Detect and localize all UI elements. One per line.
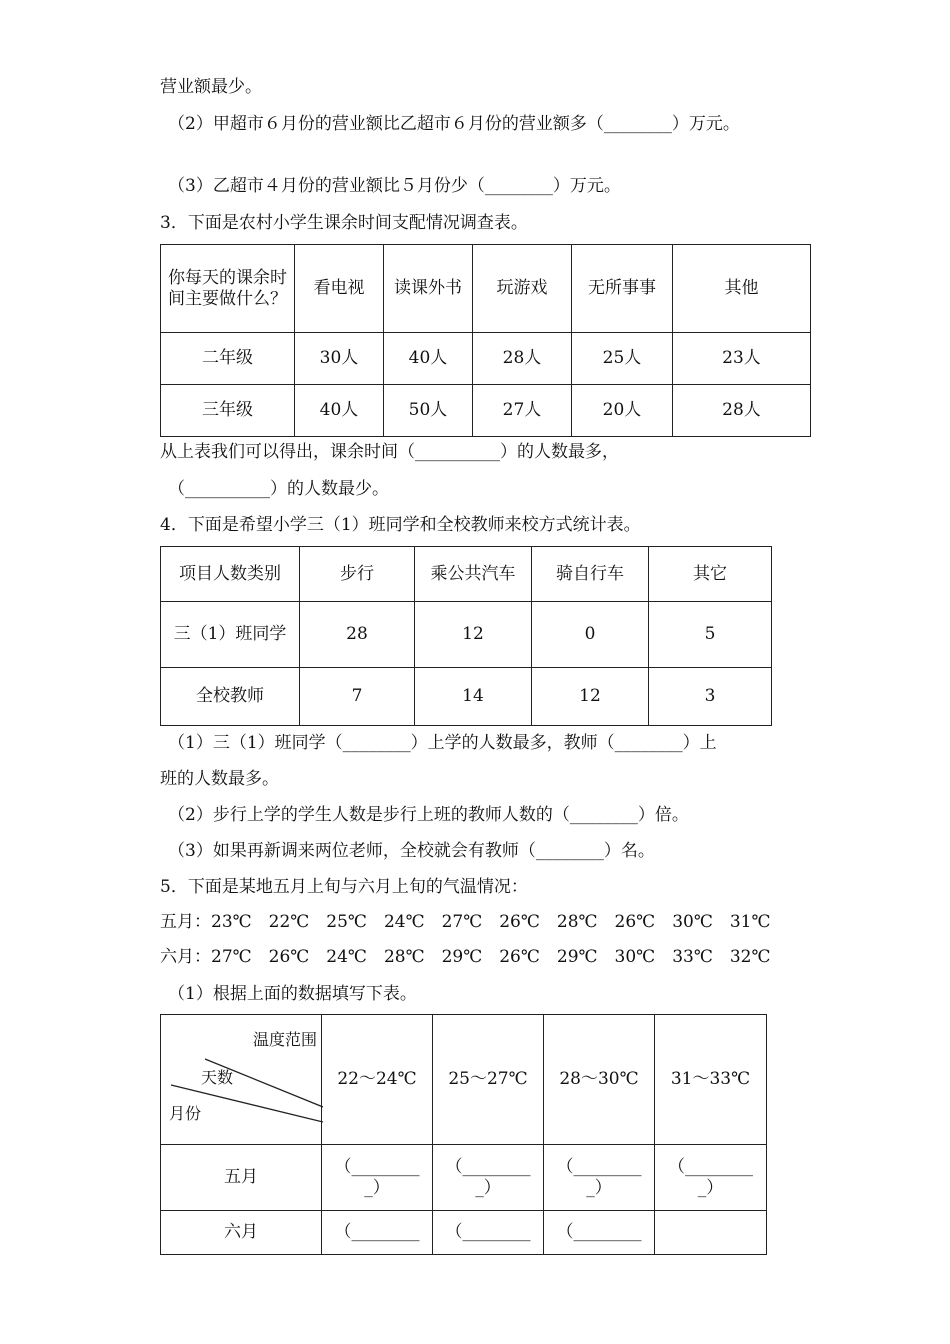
- table-cell: 六月: [161, 1211, 322, 1255]
- table-cell: （________ _）: [322, 1145, 433, 1211]
- table-cell: 28: [300, 602, 415, 668]
- diagonal-header-cell: [161, 1015, 322, 1145]
- question-3-answer-b: （__________）的人数最少。: [168, 479, 389, 499]
- table-header-cell: 25～27℃: [433, 1015, 544, 1145]
- text-line-1: 营业额最少。: [160, 77, 262, 97]
- table-header-cell: 步行: [300, 547, 415, 602]
- table-header-cell: 其他: [673, 245, 811, 333]
- table-cell: （________ _）: [433, 1145, 544, 1211]
- table-header-cell: 读课外书: [384, 245, 473, 333]
- question-2-3: （3）乙超市４月份的营业额比５月份少（________）万元。: [168, 176, 621, 196]
- table-cell: （________ _）: [655, 1145, 767, 1211]
- question-4-1a: （1）三（1）班同学（________）上学的人数最多，教师（________）上: [168, 733, 717, 753]
- table-cell: 二年级: [161, 333, 295, 385]
- table-header-cell: 骑自行车: [532, 547, 649, 602]
- question-3-title: 3．下面是农村小学生课余时间支配情况调查表。: [160, 213, 528, 233]
- table-cell: 12: [532, 668, 649, 726]
- table-header-cell: 你每天的课余时间主要做什么？: [161, 245, 295, 333]
- question-4-2: （2）步行上学的学生人数是步行上班的教师人数的（________）倍。: [168, 805, 689, 825]
- table-header-cell: 玩游戏: [473, 245, 572, 333]
- table-header-cell: 22～24℃: [322, 1015, 433, 1145]
- temperature-table: [160, 1014, 767, 1255]
- table-row: [161, 1211, 767, 1255]
- table-cell: 28人: [473, 333, 572, 385]
- question-4-3: （3）如果再新调来两位老师，全校就会有教师（________）名。: [168, 841, 655, 861]
- table-cell: （________: [433, 1211, 544, 1255]
- table-cell: （________: [322, 1211, 433, 1255]
- table-header-cell: 其它: [649, 547, 772, 602]
- table-header-cell: 看电视: [295, 245, 384, 333]
- table-cell: 20人: [572, 385, 673, 437]
- table-cell: （________ _）: [544, 1145, 655, 1211]
- table-row: [161, 602, 772, 668]
- table-cell: 12: [415, 602, 532, 668]
- june-temperatures: 六月：27℃ 26℃ 24℃ 28℃ 29℃ 26℃ 29℃ 30℃ 33℃ 32℃: [160, 947, 771, 967]
- table-cell: 0: [532, 602, 649, 668]
- table-cell: 三年级: [161, 385, 295, 437]
- may-temperatures: 五月：23℃ 22℃ 25℃ 24℃ 27℃ 26℃ 28℃ 26℃ 30℃ 31℃: [160, 912, 771, 932]
- table-cell: 27人: [473, 385, 572, 437]
- question-5-title: 5．下面是某地五月上旬与六月上旬的气温情况：: [160, 877, 528, 897]
- table-cell: 30人: [295, 333, 384, 385]
- table-header-row: [161, 1015, 767, 1145]
- commute-table: [160, 546, 772, 726]
- table-cell: 5: [649, 602, 772, 668]
- table-cell: 23人: [673, 333, 811, 385]
- table-cell: 28人: [673, 385, 811, 437]
- table-cell: 3: [649, 668, 772, 726]
- diag-label-month: 月份: [169, 1104, 202, 1123]
- question-4-1b: 班的人数最多。: [160, 769, 279, 789]
- diag-label-days: 天数: [201, 1068, 234, 1087]
- table-cell: 7: [300, 668, 415, 726]
- table-header-row: [161, 245, 811, 333]
- table-cell: 40人: [384, 333, 473, 385]
- table-cell: 25人: [572, 333, 673, 385]
- table-cell: [655, 1211, 767, 1255]
- table-cell: 全校教师: [161, 668, 300, 726]
- table-cell: 40人: [295, 385, 384, 437]
- question-4-title: 4．下面是希望小学三（1）班同学和全校教师来校方式统计表。: [160, 515, 641, 535]
- question-3-answer-a: 从上表我们可以得出，课余时间（__________）的人数最多，: [160, 442, 619, 462]
- question-5-1: （1）根据上面的数据填写下表。: [168, 984, 417, 1004]
- table-row: [161, 1145, 767, 1211]
- table-cell: （________: [544, 1211, 655, 1255]
- diag-label-temperature: 温度范围: [253, 1030, 318, 1049]
- table-header-cell: 无所事事: [572, 245, 673, 333]
- table-header-cell: 项目人数类别: [161, 547, 300, 602]
- table-header-cell: 31～33℃: [655, 1015, 767, 1145]
- table-cell: 14: [415, 668, 532, 726]
- table-cell: 50人: [384, 385, 473, 437]
- table-row: [161, 668, 772, 726]
- table-row: [161, 385, 811, 437]
- question-2-2: （2）甲超市６月份的营业额比乙超市６月份的营业额多（________）万元。: [168, 114, 740, 134]
- table-header-cell: 乘公共汽车: [415, 547, 532, 602]
- table-header-row: [161, 547, 772, 602]
- table-cell: 三（1）班同学: [161, 602, 300, 668]
- table-row: [161, 333, 811, 385]
- table-header-cell: 28～30℃: [544, 1015, 655, 1145]
- table-cell: 五月: [161, 1145, 322, 1211]
- activity-survey-table: [160, 244, 811, 437]
